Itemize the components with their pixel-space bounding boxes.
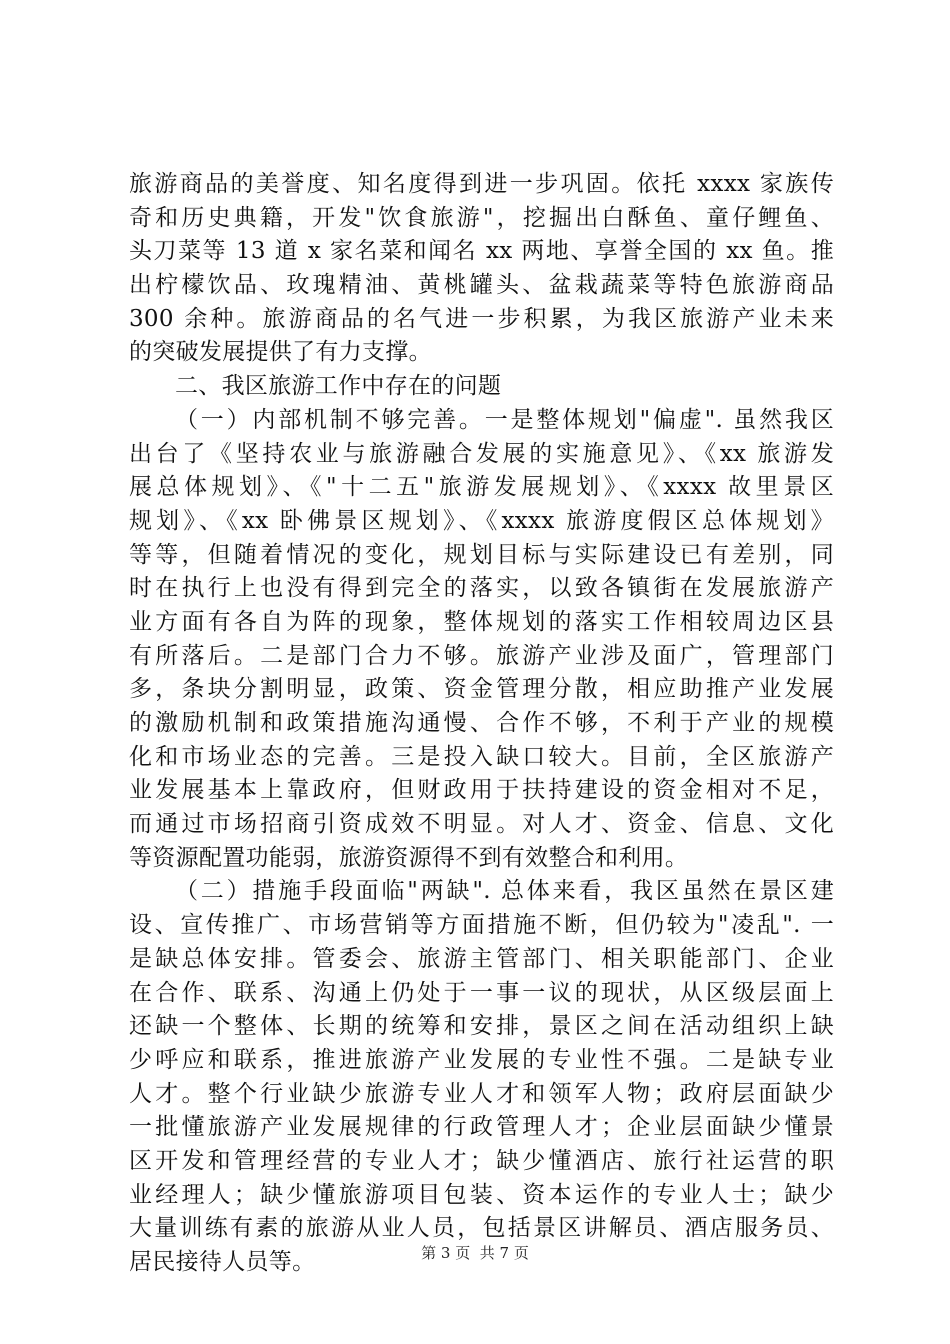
text-line: 大量训练有素的旅游从业人员，包括景区讲解员、酒店服务员、 <box>129 1215 834 1242</box>
text-line: 是缺总体安排。管委会、旅游主管部门、相关职能部门、企业 <box>129 945 834 972</box>
text-line: 二、我区旅游工作中存在的问题 <box>175 373 502 400</box>
text-line: 等等，但随着情况的变化，规划目标与实际建设已有差别，同 <box>129 541 834 568</box>
text-line: 而通过市场招商引资成效不明显。对人才、资金、信息、文化 <box>129 811 834 838</box>
text-line: 奇和历史典籍，开发"饮食旅游"，挖掘出白酥鱼、童仔鲤鱼、 <box>129 204 834 231</box>
text-line: 多，条块分割明显，政策、资金管理分散，相应助推产业发展 <box>129 676 834 703</box>
text-line: 少呼应和联系，推进旅游产业发展的专业性不强。二是缺专业 <box>129 1046 834 1073</box>
text-line: 业经理人；缺少懂旅游项目包装、资本运作的专业人士；缺少 <box>129 1181 834 1208</box>
text-line: 化和市场业态的完善。三是投入缺口较大。目前，全区旅游产 <box>129 743 834 770</box>
text-line: 区开发和管理经营的专业人才；缺少懂酒店、旅行社运营的职 <box>129 1147 834 1174</box>
text-line: 居民接待人员等。 <box>129 1249 316 1275</box>
text-line: 人才。整个行业缺少旅游专业人才和领军人物；政府层面缺少 <box>129 1080 834 1107</box>
text-line: 业发展基本上靠政府，但财政用于扶持建设的资金相对不足， <box>129 777 834 804</box>
text-line: 出台了《坚持农业与旅游融合发展的实施意见》、《xx 旅游发 <box>129 440 834 467</box>
text-line: 有所落后。二是部门合力不够。旅游产业涉及面广，管理部门 <box>129 642 834 669</box>
text-line: 等资源配置功能弱，旅游资源得不到有效整合和利用。 <box>129 844 689 871</box>
text-line: （二）措施手段面临"两缺". 总体来看，我区虽然在景区建 <box>175 878 834 905</box>
text-line: 设、宣传推广、市场营销等方面措施不断，但仍较为"凌乱". 一 <box>129 912 834 939</box>
text-line: 300 余种。旅游商品的名气进一步积累，为我区旅游产业未来 <box>129 305 834 332</box>
text-line: 的突破发展提供了有力支撑。 <box>129 339 432 366</box>
document-body <box>129 168 834 1280</box>
text-line: 旅游商品的美誉度、知名度得到进一步巩固。依托 xxxx 家族传 <box>129 171 834 197</box>
text-line: 头刀菜等 13 道 x 家名菜和闻名 xx 两地、享誉全国的 xx 鱼。推 <box>129 238 834 265</box>
text-line: 的激励机制和政策措施沟通慢、合作不够，不利于产业的规模 <box>129 710 834 736</box>
text-line: 还缺一个整体、长期的统筹和安排，景区之间在活动组织上缺 <box>129 1013 834 1040</box>
text-line: 业方面有各自为阵的现象，整体规划的落实工作相较周边区县 <box>129 608 834 635</box>
text-line: 规划》、《xx 卧佛景区规划》、《xxxx 旅游度假区总体规划》 <box>129 507 834 534</box>
text-line: 在合作、联系、沟通上仍处于一事一议的现状，从区级层面上 <box>129 979 834 1006</box>
text-line: 展总体规划》、《"十二五"旅游发展规划》、《xxxx 故里景区 <box>129 474 834 501</box>
text-line: 时在执行上也没有得到完全的落实，以致各镇街在发展旅游产 <box>129 575 834 602</box>
text-line: 一批懂旅游产业发展规律的行政管理人才；企业层面缺少懂景 <box>129 1114 834 1141</box>
text-line: 出柠檬饮品、玫瑰精油、黄桃罐头、盆栽蔬菜等特色旅游商品 <box>129 272 834 299</box>
page-footer: 第 3 页 共 7 页 <box>421 1244 529 1262</box>
text-line: （一）内部机制不够完善。一是整体规划"偏虚". 虽然我区 <box>175 406 834 433</box>
